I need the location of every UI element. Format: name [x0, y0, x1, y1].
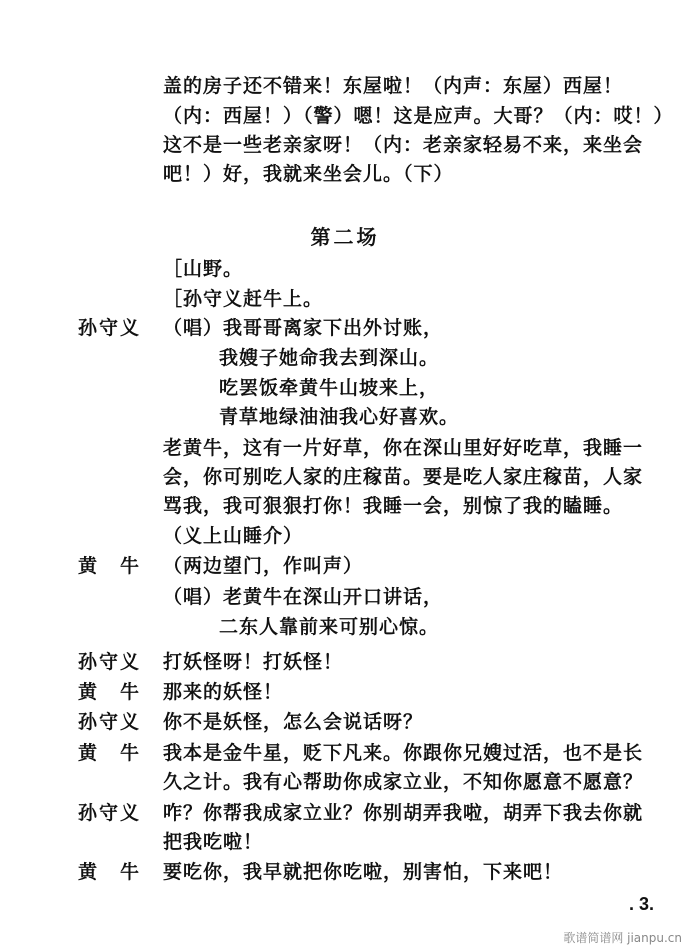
speech-line: 骂我，我可狠狠打你！我睡一会，别惊了我的瞌睡。	[163, 495, 624, 517]
dialogue-line: 打妖怪呀！打妖怪！	[163, 651, 344, 673]
speaker-name: 黄 牛	[78, 742, 142, 764]
speaker-name: 孙守义	[78, 317, 142, 339]
scene-title: 第二场	[310, 225, 380, 249]
intro-line: 吧！）好，我就来坐会儿。（下）	[163, 163, 454, 185]
dialogue-line: 我本是金牛星，贬下凡来。你跟你兄嫂过活，也不是长	[163, 742, 644, 764]
dialogue-line: 把我吃啦！	[163, 831, 264, 853]
speaker-name: 黄 牛	[78, 555, 142, 577]
intro-line: 这不是一些老亲家呀！（内：老亲家轻易不来，来坐会	[163, 134, 644, 156]
stage-direction: ［山野。	[163, 258, 244, 280]
speech-line: 老黄牛，这有一片好草，你在深山里好好吃草，我睡一	[163, 437, 644, 459]
speaker-name: 黄 牛	[78, 681, 142, 703]
song-cue: （唱）我哥哥离家下出外讨账，	[163, 317, 444, 339]
watermark-text: 歌谱简谱网 jianpu.cn	[563, 931, 682, 945]
intro-line: （内：西屋！）（警）嗯！这是应声。大哥？（内：哎！）	[163, 105, 674, 127]
song-line: 我嫂子她命我去到深山。	[219, 347, 440, 369]
stage-direction: ［孙守义赶牛上。	[163, 288, 324, 310]
dialogue-line: 那来的妖怪！	[163, 681, 284, 703]
dialogue-line: 咋？你帮我成家立业？你别胡弄我啦，胡弄下我去你就	[163, 802, 644, 824]
intro-line: 盖的房子还不错来！东屋啦！（内声：东屋）西屋！	[163, 75, 624, 97]
song-line: 吃罢饭牵黄牛山坡来上，	[219, 377, 440, 399]
stage-direction: （两边望门，作叫声）	[163, 555, 364, 577]
speaker-name: 孙守义	[78, 651, 142, 673]
page-number: . 3.	[628, 894, 654, 914]
song-line: 青草地绿油油我心好喜欢。	[219, 406, 460, 428]
stage-direction: （义上山睡介）	[163, 525, 304, 547]
dialogue-line: 要吃你，我早就把你吃啦，别害怕，下来吧！	[163, 861, 564, 883]
song-cue: （唱）老黄牛在深山开口讲话，	[163, 586, 444, 608]
speaker-name: 孙守义	[78, 802, 142, 824]
speaker-name: 孙守义	[78, 711, 142, 733]
song-line: 二东人靠前来可别心惊。	[219, 616, 440, 638]
speaker-name: 黄 牛	[78, 861, 142, 883]
dialogue-line: 你不是妖怪，怎么会说话呀？	[163, 711, 424, 733]
dialogue-line: 久之计。我有心帮助你成家立业，不知你愿意不愿意？	[163, 771, 644, 793]
speech-line: 会，你可别吃人家的庄稼苗。要是吃人家庄稼苗，人家	[163, 466, 644, 488]
